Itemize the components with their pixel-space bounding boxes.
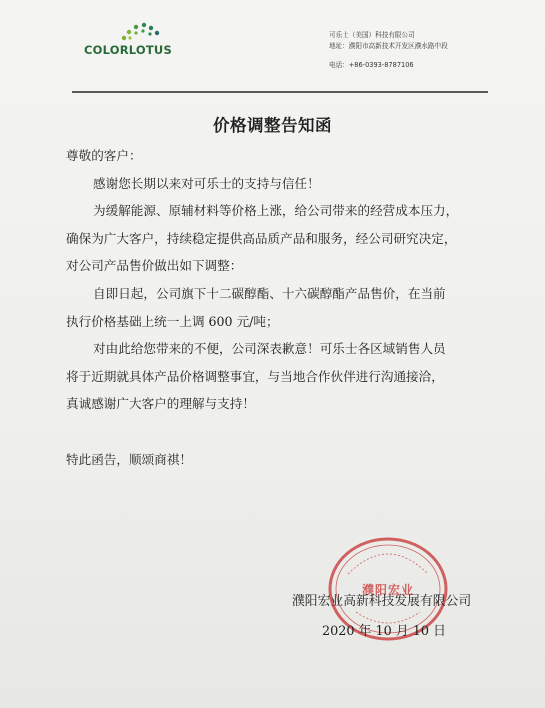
letter-body [66, 142, 486, 473]
paragraph-line: 自即日起，公司旗下十二碳醇酯、十六碳醇酯产品售价，在当前 [93, 285, 446, 301]
paragraph-line: 感谢您长期以来对可乐士的支持与信任！ [93, 175, 320, 191]
paragraph-4 [66, 335, 486, 418]
company-info [329, 30, 448, 71]
letter-title: 价格调整告知函 [213, 116, 332, 135]
seal-text: 濮阳宏业 [361, 582, 414, 597]
greeting: 尊敬的客户： [66, 148, 142, 163]
paragraph-1 [66, 170, 486, 198]
paragraph-3 [66, 280, 486, 335]
paragraph-line: 为缓解能源、原辅材料等价格上涨，给公司带来的经营成本压力， [93, 203, 459, 219]
header-divider [72, 91, 488, 93]
paragraph-line: 对由此给您带来的不便，公司深表歉意！可乐士各区域销售人员 [93, 341, 446, 357]
paragraph-line: 确保为广大客户，持续稳定提供高品质产品和服务，经公司研究决定， [66, 230, 457, 246]
closing: 特此函告，顺颂商祺！ [66, 451, 192, 467]
company-phone: 电话：+86-0393-8787106 [329, 61, 414, 69]
spacer [66, 418, 486, 446]
paragraph-line: 将于近期就具体产品价格调整事宜，与当地合作伙伴进行沟通接洽， [66, 368, 444, 384]
paragraph-line: 执行价格基础上统一上调 600 元/吨； [66, 313, 279, 329]
logo-text: COLORLOTUS [84, 43, 172, 57]
company-address: 地址：濮阳市高新技术开发区濮水路中段 [329, 41, 448, 50]
company-logo [84, 22, 176, 58]
signature-company: 濮阳宏业高新科技发展有限公司 [292, 594, 472, 609]
paragraph-2 [66, 197, 486, 280]
signature-date: 2020 年 10 月 10 日 [322, 624, 446, 639]
paragraph-line: 对公司产品售价做出如下调整： [66, 258, 243, 274]
logo-dots-icon [118, 22, 162, 42]
company-name: 可乐士（美国）科技有限公司 [329, 31, 415, 39]
paragraph-line: 真诚感谢广大客户的理解与支持！ [66, 396, 255, 412]
